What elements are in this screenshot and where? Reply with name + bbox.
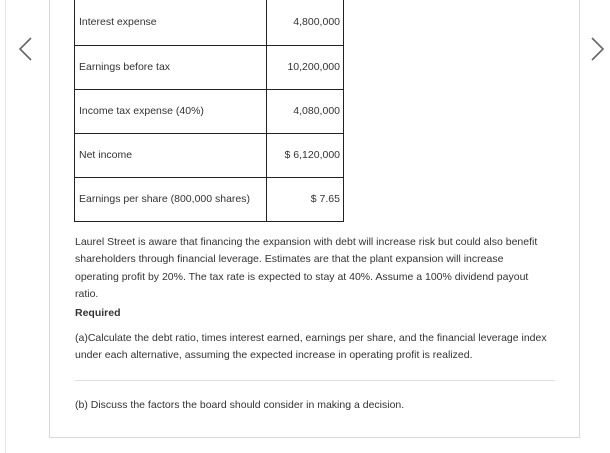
- row-value: $ 6,120,000: [267, 133, 344, 177]
- row-value: 10,200,000: [267, 45, 344, 89]
- previous-button[interactable]: [17, 36, 35, 62]
- row-label: Net income: [75, 133, 267, 177]
- income-statement-table: [74, 0, 344, 222]
- next-button[interactable]: [588, 36, 606, 62]
- section-divider: [75, 380, 555, 381]
- part-b-text: (b) Discuss the factors the board should consider in making a decision.: [75, 399, 405, 411]
- row-value: 4,800,000: [267, 0, 344, 45]
- chevron-right-icon: [588, 36, 606, 62]
- part-a-text: (a)Calculate the debt ratio, times interest earned, earnings per share, and the financial leverage index under each alternative, assuming the expected increase in operating profit is realized.: [75, 332, 547, 361]
- row-label: Earnings before tax: [75, 45, 267, 89]
- intro-paragraph: Laurel Street is aware that financing the expansion with debt will increase risk but could also benefit shareholders through financial leverage. Estimates are that the plant expansion will increase operating profit by 20%. The tax rate is expected to stay at 40%. Assume a 100% dividend payout ratio.: [75, 236, 538, 300]
- chevron-left-icon: [17, 36, 35, 62]
- table-row: [75, 89, 344, 133]
- row-value: $ 7.65: [267, 177, 344, 221]
- table-row: [75, 45, 344, 89]
- required-heading: Required: [75, 307, 121, 319]
- left-border-line: [5, 0, 6, 453]
- table-row: [75, 177, 344, 221]
- row-label: Income tax expense (40%): [75, 89, 267, 133]
- row-label: Interest expense: [75, 0, 267, 45]
- row-value: 4,080,000: [267, 89, 344, 133]
- row-label: Earnings per share (800,000 shares): [75, 177, 267, 221]
- table-row: [75, 0, 344, 45]
- table-row: [75, 133, 344, 177]
